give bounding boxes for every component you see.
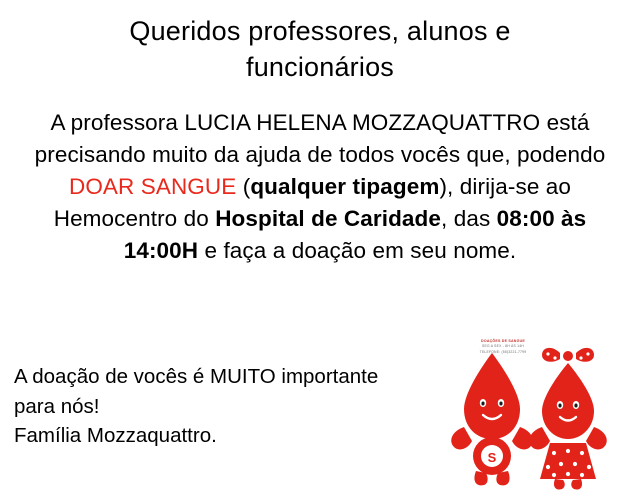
mascot-right-girl [529, 348, 607, 490]
mascot-card-line-3: TELEFONE: (55)3221-7799 [479, 349, 527, 354]
body-segment-5: ), dirija-se ao Hemocentro do [53, 174, 572, 232]
body-segment-9: e faça a doação em seu nome. [198, 238, 517, 263]
blood-drop-mascots [442, 331, 632, 491]
footer-line-2: para nós! [14, 394, 100, 418]
body-segment-3: ( [236, 174, 251, 200]
mascot-card-line-2: SEG A SEX - 8H ÀS 14H [482, 344, 524, 349]
title-line-1: Queridos professores, alunos e [129, 16, 511, 46]
mascot-card-line-1: DOAÇÕES DE SANGUE [481, 339, 525, 343]
body-segment-horario: 08:00 às 14:00H [123, 206, 587, 263]
title-line-2: funcionários [246, 51, 394, 82]
body-segment-qualquer-tipagem: qualquer tipagem [250, 174, 440, 200]
body-segment-1: A professora LUCIA HELENA MOZZAQUATTRO está precisando muito da ajuda de todos vocês que, podendo [34, 110, 606, 168]
page-title [0, 0, 640, 85]
mascot-info-card [470, 339, 536, 383]
footer-line-1: A doação de vocês é MUITO importante [14, 365, 379, 388]
body-segment-doar-sangue: DOAR SANGUE [68, 174, 237, 200]
footer-line-3: Família Mozzaquattro. [14, 424, 217, 448]
footer-message [14, 362, 464, 451]
body-segment-7: , das [441, 206, 497, 232]
body-segment-hospital: Hospital de Caridade [215, 206, 442, 232]
svg-text:S: S [487, 450, 497, 465]
body-paragraph [0, 85, 640, 267]
